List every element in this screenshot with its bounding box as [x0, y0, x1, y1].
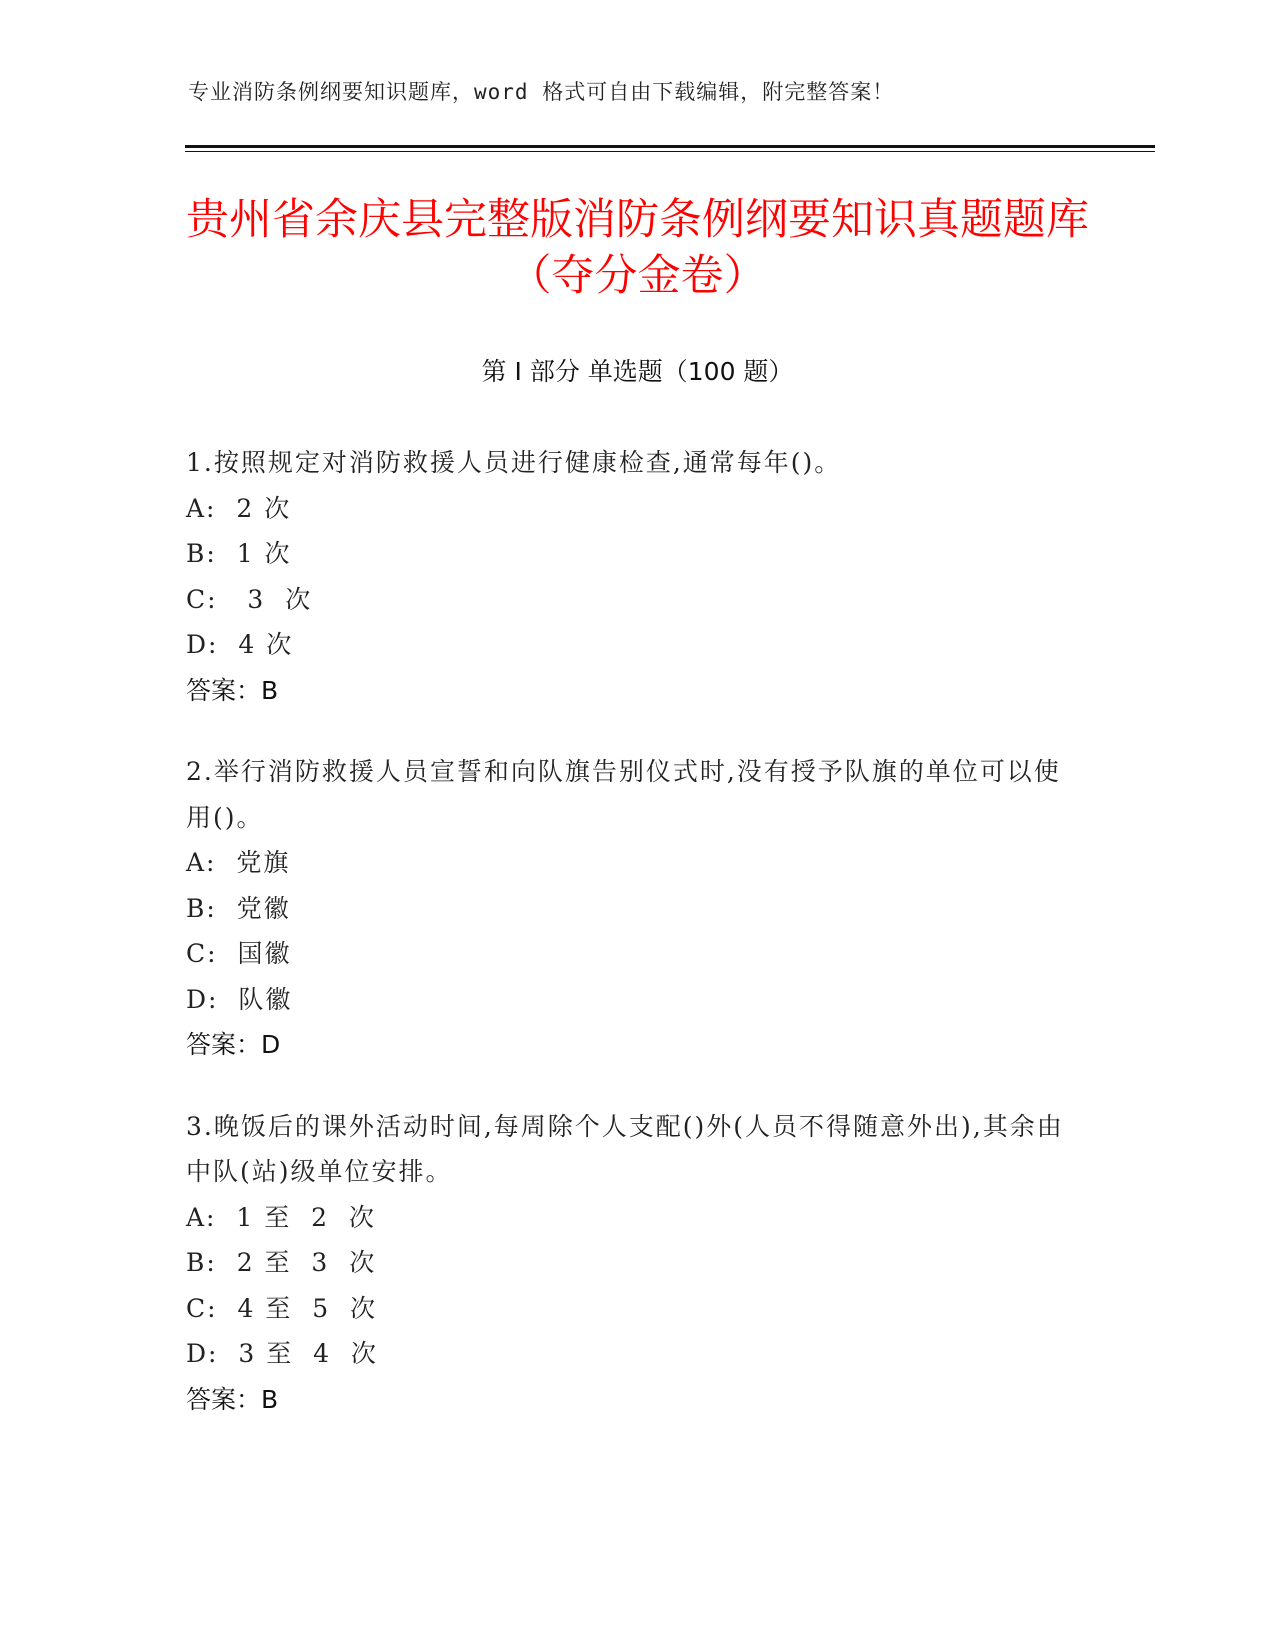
option-d: D: 队徽	[186, 984, 293, 1014]
option-c: C: 3 次	[186, 584, 313, 614]
question-1	[186, 440, 1076, 713]
question-2	[186, 749, 1076, 1068]
option-d: D: 3 至 4 次	[186, 1339, 378, 1368]
header-rule-thin	[185, 151, 1155, 152]
option-c: C: 国徽	[186, 939, 292, 968]
document-title: 贵州省余庆县完整版消防条例纲要知识真题题库（夺分金卷）	[186, 195, 1089, 301]
option-a: A: 1 至 2 次	[186, 1202, 376, 1232]
header-rule-thick	[185, 145, 1155, 148]
answer-line: 答案：B	[186, 1384, 279, 1414]
option-b: B: 1 次	[186, 539, 292, 568]
section-heading: 第 I 部分 单选题（100 题）	[481, 357, 794, 386]
option-a: A: 2 次	[186, 493, 292, 523]
question-stem: 2.举行消防救援人员宣誓和向队旗告别仪式时,没有授予队旗的单位可以使用()。	[186, 757, 1061, 832]
header-note: 专业消防条例纲要知识题库，word 格式可自由下载编辑，附完整答案！	[188, 80, 895, 104]
answer-line: 答案：D	[186, 1030, 281, 1059]
answer-line: 答案：B	[186, 675, 279, 705]
question-stem: 1.按照规定对消防救援人员进行健康检查,通常每年()。	[186, 448, 842, 477]
question-list	[186, 440, 1076, 1458]
question-stem: 3.晚饭后的课外活动时间,每周除个人支配()外(人员不得随意外出),其余由中队(站)级单位安排。	[186, 1111, 1064, 1186]
option-b: B: 党徽	[186, 893, 291, 923]
question-3	[186, 1104, 1076, 1423]
option-b: B: 2 至 3 次	[186, 1248, 377, 1277]
option-c: C: 4 至 5 次	[186, 1293, 377, 1323]
option-a: A: 党旗	[186, 848, 291, 877]
option-d: D: 4 次	[186, 630, 294, 659]
